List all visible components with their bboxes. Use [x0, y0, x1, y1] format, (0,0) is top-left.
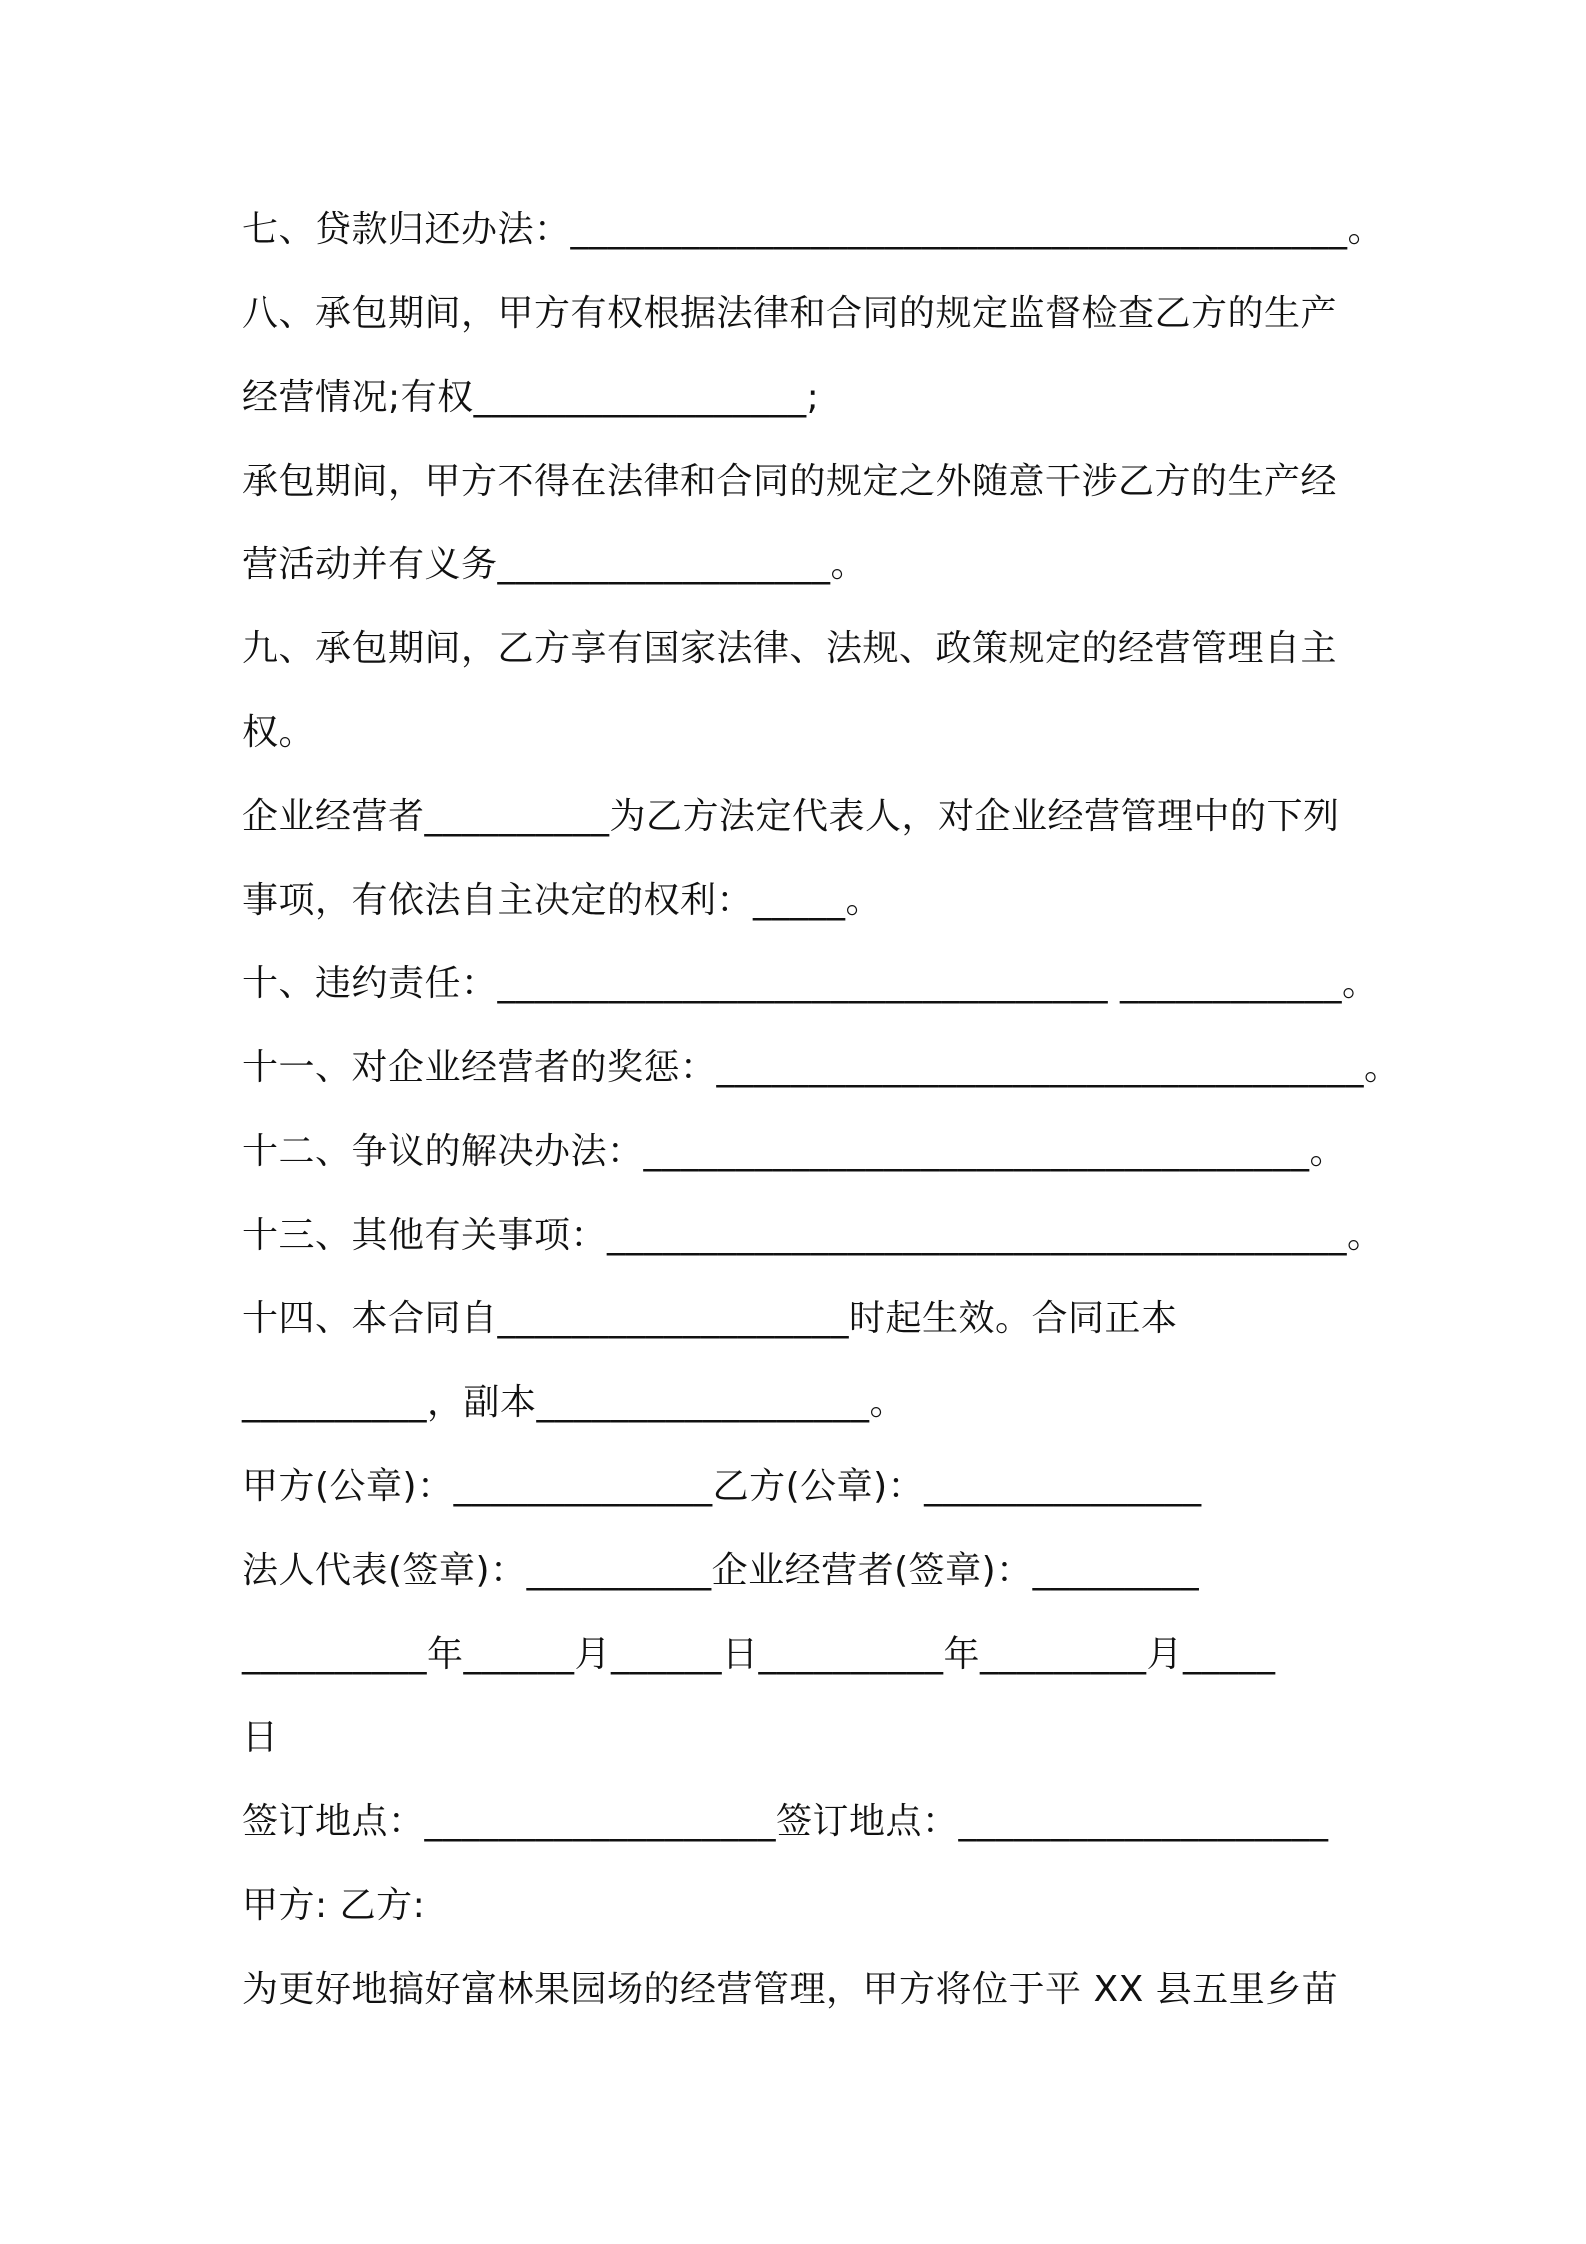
- clause-9-line-4: 事项，有依法自主决定的权利：_____。: [242, 880, 883, 921]
- clause-11-rewards: 十一、对企业经营者的奖惩：___________________________________。: [242, 1047, 1401, 1088]
- clause-8-line-1: 八、承包期间，甲方有权根据法律和合同的规定监督检查乙方的生产: [242, 293, 1338, 334]
- clause-9-line-3: 企业经营者__________为乙方法定代表人，对企业经营管理中的下列: [242, 796, 1340, 837]
- clause-8-line-2: 经营情况;有权__________________;: [242, 377, 820, 418]
- party-seals: 甲方(公章)：______________乙方(公章)：_______________: [242, 1466, 1202, 1507]
- clause-8-line-3: 承包期间，甲方不得在法律和合同的规定之外随意干涉乙方的生产经: [242, 461, 1338, 502]
- clause-8-line-4: 营活动并有义务__________________。: [242, 544, 868, 585]
- contract-preamble: 为更好地搞好富林果园场的经营管理，甲方将位于平 XX 县五里乡苗: [242, 1969, 1339, 2010]
- clause-7-loan-repayment: 七、贷款归还办法：__________________________________________。: [242, 209, 1385, 250]
- clause-12-disputes: 十二、争议的解决办法：____________________________________。: [242, 1131, 1347, 1172]
- clause-13-other: 十三、其他有关事项：________________________________________。: [242, 1215, 1384, 1256]
- clause-9-line-1: 九、承包期间，乙方享有国家法律、法规、政策规定的经营管理自主: [242, 628, 1338, 669]
- parties-header: 甲方: 乙方:: [242, 1885, 426, 1926]
- clause-14-line-1: 十四、本合同自___________________时起生效。合同正本: [242, 1298, 1178, 1339]
- signing-location: 签订地点：___________________签订地点：____________________: [242, 1801, 1329, 1842]
- clause-10-liability: 十、违约责任：_________________________________ ____________。: [242, 963, 1379, 1004]
- signing-date-day: 日: [242, 1717, 279, 1758]
- clause-9-line-2: 权。: [242, 712, 316, 753]
- representative-signatures: 法人代表(签章)：__________企业经营者(签章)：_________: [242, 1550, 1200, 1591]
- signing-date-line: __________年______月______日__________年_________月_____: [242, 1634, 1276, 1675]
- clause-14-line-2: __________，副本__________________。: [242, 1382, 907, 1423]
